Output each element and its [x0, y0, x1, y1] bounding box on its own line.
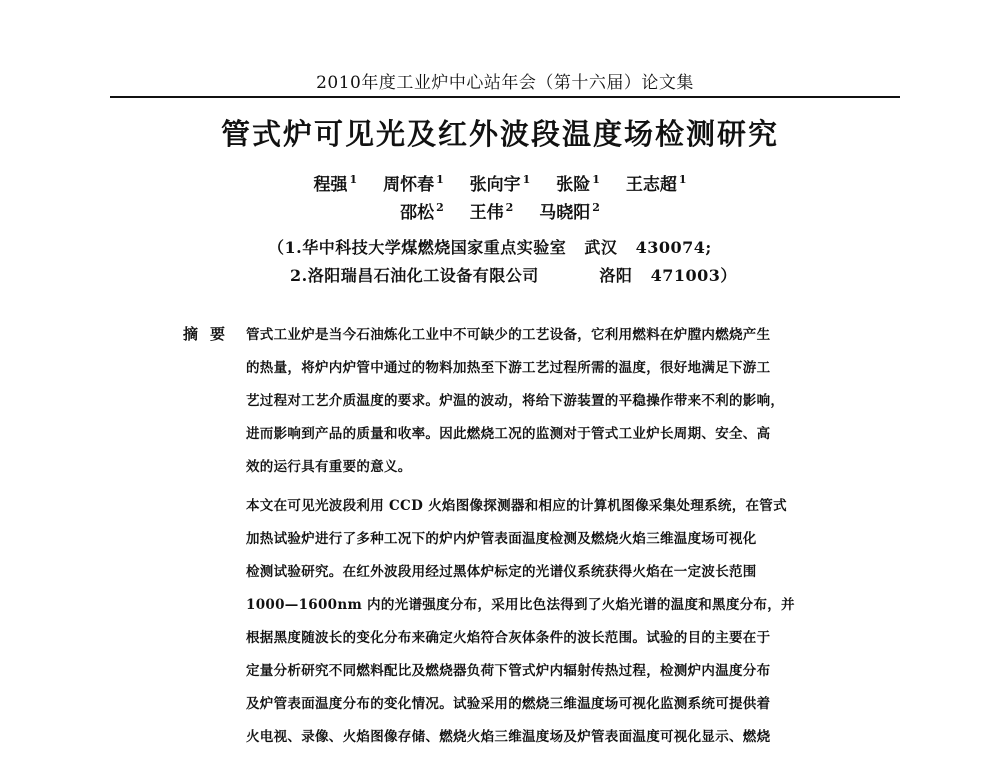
author: 王志超 $^1$ [625, 173, 687, 195]
abstract-line: 根据黑度随波长的变化分布来确定火焰符合灰体条件的波长范围。试验的目的主要在于 [246, 630, 771, 646]
abstract-line: 检测试验研究。在红外波段用经过黑体炉标定的光谱仪系统获得火焰在一定波长范围 [246, 564, 757, 580]
author: 程强 $^1$ [313, 173, 358, 195]
affiliation-2: 2.洛阳瑞昌石油化工设备有限公司 洛阳 471003） [290, 266, 737, 285]
paper-title: 管式炉可见光及红外波段温度场检测研究 [220, 117, 779, 151]
abstract-line: 火电视、录像、火焰图像存储、燃烧火焰三维温度场及炉管表面温度可视化显示、燃烧 [246, 729, 771, 745]
abstract-line: 1000—1600nm 内的光谱强度分布，采用比色法得到了火焰光谱的温度和黑度分布，并 [246, 597, 795, 613]
affiliation-1: （1.华中科技大学煤燃烧国家重点实验室 武汉 430074; [268, 238, 712, 257]
author: 马晓阳 $^2$ [539, 201, 600, 223]
authors-line-2 [0, 198, 1000, 223]
author: 邵松 $^2$ [400, 201, 444, 223]
abstract-line: 的热量，将炉内炉管中通过的物料加热至下游工艺过程所需的温度，很好地满足下游工 [246, 360, 771, 376]
abstract-line: 及炉管表面温度分布的变化情况。试验采用的燃烧三维温度场可视化监测系统可提供着 [246, 696, 771, 712]
abstract-line: 定量分析研究不同燃料配比及燃烧器负荷下管式炉内辐射传热过程，检测炉内温度分布 [246, 663, 771, 679]
abstract-label: 摘要 [183, 325, 238, 343]
header-rule [110, 96, 900, 98]
abstract-line: 管式工业炉是当今石油炼化工业中不可缺少的工艺设备，它利用燃料在炉膛内燃烧产生 [246, 327, 771, 343]
abstract-line: 进而影响到产品的质量和收率。因此燃烧工况的监测对于管式工业炉长周期、安全、高 [246, 426, 771, 442]
authors-line-1 [0, 170, 1000, 195]
abstract-line: 效的运行具有重要的意义。 [246, 459, 412, 475]
author: 张险 $^1$ [556, 173, 600, 195]
author: 张向宇 $^1$ [469, 173, 531, 195]
abstract-line: 本文在可见光波段利用 CCD 火焰图像探测器和相应的计算机图像采集处理系统，在管式 [246, 498, 787, 514]
abstract-line: 加热试验炉进行了多种工况下的炉内炉管表面温度检测及燃烧火焰三维温度场可视化 [246, 531, 757, 547]
abstract-line: 艺过程对工艺介质温度的要求。炉温的波动，将给下游装置的平稳操作带来不利的影响， [246, 393, 785, 409]
proceedings-header: 2010年度工业炉中心站年会（第十六届）论文集 [316, 73, 694, 93]
author: 周怀春 $^1$ [383, 173, 444, 195]
author: 王伟 $^2$ [469, 201, 514, 223]
